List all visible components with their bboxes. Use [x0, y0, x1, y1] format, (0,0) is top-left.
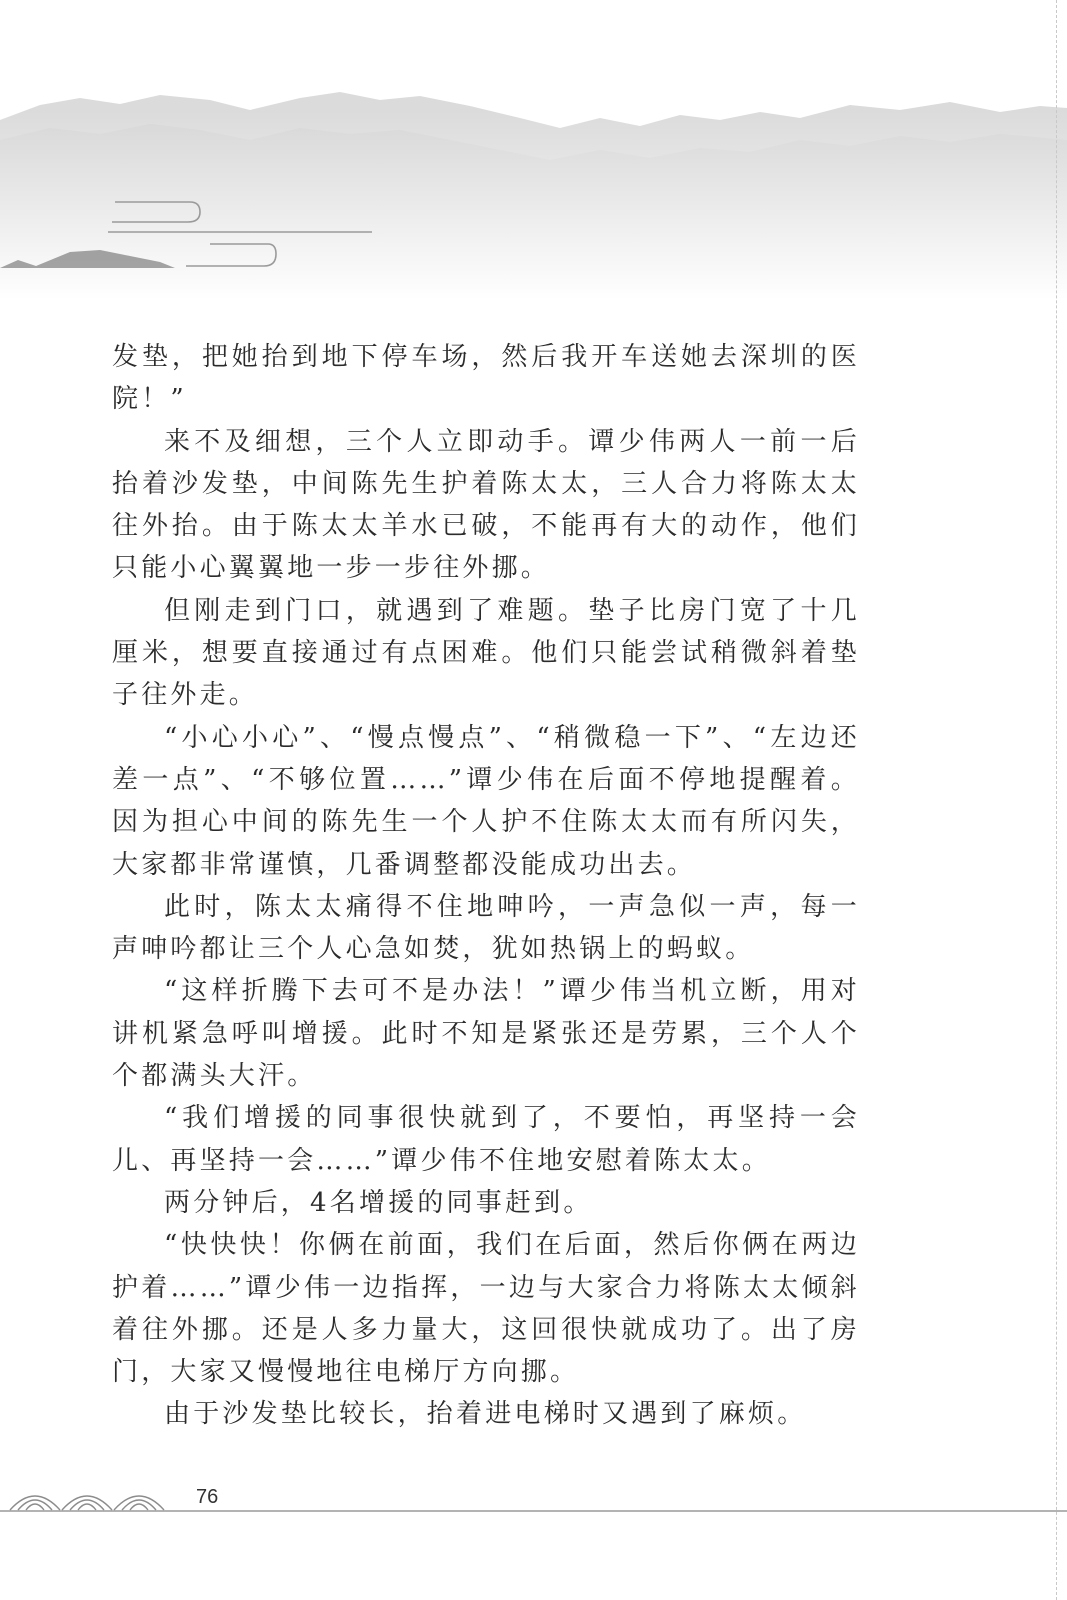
page-number: 76 — [196, 1486, 219, 1508]
page-edge-dashed-line — [1056, 0, 1057, 1600]
paragraph-7: “我们增援的同事很快就到了，不要怕，再坚持一会儿、再坚持一会……”谭少伟不住地安慰着陈太太。 — [112, 1103, 860, 1176]
paragraph-2: 来不及细想，三个人立即动手。谭少伟两人一前一后抬着沙发垫，中间陈先生护着陈太太，三人合力将陈太太往外抬。由于陈太太羊水已破，不能再有大的动作，他们只能小心翼翼地一步一步往外挪。 — [112, 426, 860, 584]
paragraph-6: “这样折腾下去可不是办法！”谭少伟当机立断，用对讲机紧急呼叫增援。此时不知是紧张还是劳累，三个人个个都满头大汗。 — [112, 976, 860, 1092]
paragraph-10: 由于沙发垫比较长，抬着进电梯时又遇到了麻烦。 — [164, 1399, 807, 1430]
ink-mountain-header-illustration — [0, 0, 1067, 300]
paragraph-9: “快快快！你俩在前面，我们在后面，然后你俩在两边护着……”谭少伟一边指挥，一边与大家合力将陈太太倾斜着往外挪。还是人多力量大，这回很快就成功了。出了房门，大家又慢慢地往电梯厅方向挪。 — [112, 1230, 860, 1388]
paragraph-3: 但刚走到门口，就遇到了难题。垫子比房门宽了十几厘米，想要直接通过有点困难。他们只能尝试稍微斜着垫子往外走。 — [112, 595, 860, 711]
paragraph-1: 发垫，把她抬到地下停车场，然后我开车送她去深圳的医院！” — [112, 342, 860, 415]
article-body — [112, 336, 860, 1436]
wave-pattern-footer-ornament — [0, 1478, 1067, 1538]
paragraph-4: “小心小心”、“慢点慢点”、“稍微稳一下”、“左边还差一点”、“不够位置……”谭少伟在后面不停地提醒着。因为担心中间的陈先生一个人护不住陈太太而有所闪失，大家都非常谨慎，几番调整都没能成功出去。 — [112, 722, 860, 880]
paragraph-8: 两分钟后，4名增援的同事赶到。 — [164, 1187, 593, 1218]
paragraph-5: 此时，陈太太痛得不住地呻吟，一声急似一声，每一声呻吟都让三个人心急如焚，犹如热锅上的蚂蚁。 — [112, 891, 860, 965]
